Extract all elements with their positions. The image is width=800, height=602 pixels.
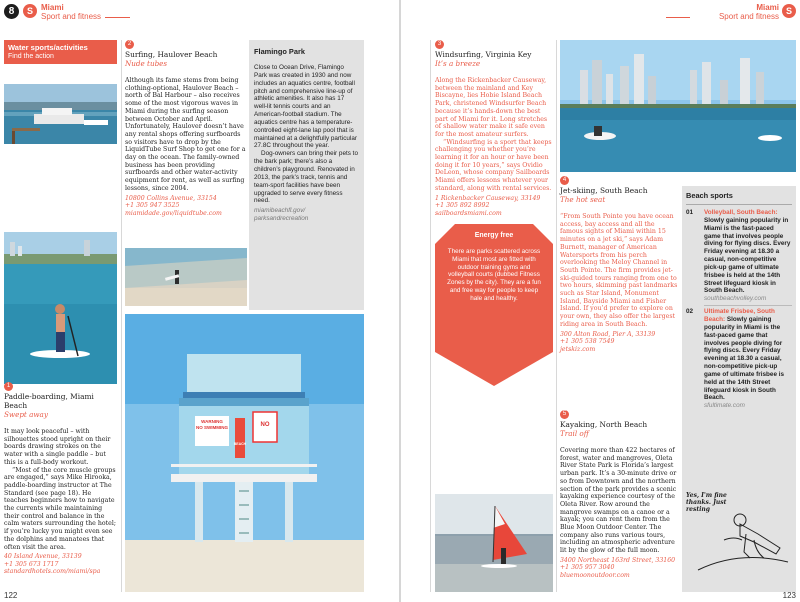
entry-subtitle: Swept away <box>4 410 48 419</box>
item-text: Slowly gaining popularity in Miami is the fast-paced game that involves people diving for flying discs. Every Friday evening at 18.30 a casual, non-competitive pick-up game of ultimate frisbee is held at the 14th Street lifeguard kiosk in South Beach. <box>704 315 785 402</box>
address-line: 1 Rickenbacker Causeway, 33149 <box>435 194 541 202</box>
entry-subtitle: The hot seat <box>560 195 606 204</box>
item-heading: Volleyball, South Beach: <box>704 209 778 216</box>
entry-address <box>4 553 117 576</box>
entry-paragraph: “Windsurfing is a sport that keeps challenging you whether you’re learning it for an hour or have been doing it for 10 years,” says Ovidio DeLeon, whose company Sailboards Miami offers lessons whatever your standard, along with rental services. <box>435 138 552 192</box>
beach-sports-item <box>682 306 796 410</box>
flamingo-link[interactable] <box>254 207 358 223</box>
chapter-number-badge: 8 <box>4 4 19 19</box>
header-city-right: Miami <box>756 3 779 12</box>
sidebar-subtitle: Find the action <box>8 53 54 60</box>
entry-address <box>125 195 247 218</box>
header-city: Miami <box>41 3 64 12</box>
header-section: Sport and fitness <box>41 12 102 21</box>
item-link[interactable]: southbeachvolley.com <box>704 295 767 303</box>
phone-line: +1 305 538 7549 <box>560 338 615 346</box>
paddleboard-photo <box>4 232 117 384</box>
lifeguard-tower-photo <box>125 314 364 592</box>
entry-title: Jet-skiing, South Beach <box>560 186 648 195</box>
website-link[interactable]: jetskiz.com <box>560 345 596 353</box>
entry-address <box>560 557 678 580</box>
website-link[interactable]: sailboardsmiami.com <box>435 209 502 217</box>
column-divider <box>121 40 122 592</box>
entry-body <box>125 77 247 193</box>
entry-paragraph: Covering more than 422 hectares of forest, water and mangroves, Oleta River State Park is Florida’s largest urban park. It’s a 30-minute drive or so from Downtown and the northern section of the park provides a scenic kayaking experience courtesy of the Oleta River. Row around the mangrove swamps on a canoe or a kayak; you can rent them from the Blue Moon Outdoor Center. The company also runs various tours, including an atmospheric adventure lit by the glow of the full moon. <box>560 447 677 555</box>
entry-body <box>560 447 678 555</box>
address-line: 3400 Northeast 163rd Street, 33160 <box>560 556 676 564</box>
website-link[interactable]: miamidade.gov/liquidtube.com <box>125 209 222 217</box>
entry-subtitle: Nude tubes <box>125 59 168 68</box>
item-number: 02 <box>686 308 694 316</box>
header-section-right: Sport and fitness <box>718 12 779 21</box>
flamingo-link-line: miamibeachfl.gov/ <box>254 207 306 215</box>
beach-sports-title: Beach sports <box>686 191 733 200</box>
sidebar-header <box>4 40 117 64</box>
flamingo-body <box>249 56 364 223</box>
spine <box>399 0 401 602</box>
windsurfer-photo <box>435 494 553 592</box>
flamingo-paragraph: Close to Ocean Drive, Flamingo Park was created in 1930 and now includes an aquatics centre, football pitch and comprehensive line-up of athletic amenities. It also has 17 well-lit tennis courts and an American-football stadium. The aquatics centre has a temperature-controlled eight-lane lap pool that is maintained at a delightfully particular 27.8C throughout the year. <box>254 64 357 150</box>
flag-text: BEACH <box>233 442 247 446</box>
entry-paragraph: “Most of the core muscle groups are engaged,” says Mike Hirooka, paddle-boarding instructor at The Standard (see page 18). He teaches beginners how to navigate the currents while maintaining their control and balance in the calm waters surrounding the hotel; if you’re lucky you might even see the dolphins and manatees that often visit the area. <box>4 466 116 551</box>
page-number-left: 122 <box>4 591 18 600</box>
entry-jet-skiing <box>560 186 678 353</box>
entry-number-badge: 1 <box>4 382 13 391</box>
phone-line: +1 305 892 8992 <box>435 202 490 210</box>
entry-paragraph: Along the Rickenbacker Causeway, between the mainland and Key Biscayne, lies Hobie Island Beach Park, christened Windsurfer Beach because it’s hands-down the best part of Miami for it. Long stretches of shallow water make it safe even for the most amateur surfers. <box>435 77 548 138</box>
entry-paragraph: Although its fame stems from being clothing-optional, Haulover Beach – north of Bal Harbour – also receives some of the most vigorous waves in Miami during the surfing season between October and April. Unfortunately, Haulover doesn’t have any rental shops offering surfboards so visitors have to drop by the LiquidTube Surf Shop to get one for a day on the ocean. The family-owned business has been providing surfboards and other water-activity equipment for rent, as well as surfing lessons, since 2004. <box>125 77 246 192</box>
section-logo-icon-right: S <box>782 4 796 18</box>
entry-number-badge: 2 <box>125 40 134 49</box>
sign-line: NO SWIMMING <box>196 424 228 430</box>
entry-address <box>560 331 678 354</box>
flamingo-park-box <box>249 40 364 310</box>
phone-line: +1 305 947 3525 <box>125 202 180 210</box>
header-rule-right <box>666 17 690 18</box>
resting-man-illustration <box>684 490 794 576</box>
entry-subtitle: It’s a breeze <box>435 59 481 68</box>
entry-paddle-boarding <box>4 392 117 576</box>
flamingo-title: Flamingo Park <box>254 47 305 56</box>
section-logo-icon: S <box>23 4 37 18</box>
entry-paragraph: “From South Pointe you have ocean access, bay access and all the famous sights of Miami within 15 minutes on a jet ski,” says Adam Burnett, manager of American Watersports from his perch overlooking the Meloy Channel in South Pointe. The firm provides jet-ski-guided tours ranging from one to two hours, skimming past landmarks such as Star Island, Monument Island, Bayside Miami and Fisher Island. If you’d prefer to explore on your own, they also offer the largest riding area in South Beach. <box>560 213 678 328</box>
entry-windsurfing <box>435 50 553 217</box>
illustration-caption: Yes, I'm fine thanks. Just resting <box>686 492 727 513</box>
entry-body <box>435 77 553 193</box>
sign-line: WARNING <box>201 419 223 424</box>
entry-title: Kayaking, North Beach <box>560 420 648 429</box>
item-link[interactable]: sfultimate.com <box>704 402 745 410</box>
flamingo-link-line: parksandrecreation <box>254 215 309 223</box>
header-rule <box>105 17 130 18</box>
marina-photo <box>4 84 117 144</box>
entry-number-badge: 3 <box>435 40 444 49</box>
item-text: Slowly gaining popularity in Miami is the fast-paced game that involves people diving for flying discs. Every Friday evening at 18.30 a casual, non-competitive pick-up game of ultimate frisbee is held at the 14th Street lifeguard kiosk in South Beach. <box>704 216 791 295</box>
entry-body <box>560 213 678 329</box>
energy-free-box <box>435 224 553 386</box>
lifeguard-sign-text <box>195 419 229 430</box>
entry-subtitle: Trail off <box>560 429 589 438</box>
entry-surfing <box>125 50 247 217</box>
entry-title: Surfing, Haulover Beach <box>125 50 218 59</box>
website-link[interactable]: standardhotels.com/miami/spa <box>4 568 101 576</box>
phone-line: +1 305 673 1717 <box>4 560 59 568</box>
entry-kayaking <box>560 420 678 580</box>
item-heading: Ultimate Frisbee, South Beach: <box>704 308 775 323</box>
entry-title: Paddle-boarding, Miami Beach <box>4 392 94 410</box>
energy-free-title: Energy free <box>474 232 514 239</box>
energy-free-text: There are parks scattered across Miami that most are fitted with outdoor training gyms and volleyball courts (dubbed Fitness Zones by the city). They are a fun and free way for people to keep hale and healthy. <box>447 248 541 302</box>
address-line: 40 Island Avenue, 33139 <box>4 553 82 561</box>
column-divider <box>556 40 557 592</box>
entry-address <box>435 195 553 218</box>
address-line: 300 Alton Road, Pier A, 33139 <box>560 330 656 338</box>
sidebar-title: Water sports/activities <box>8 43 88 52</box>
flamingo-paragraph: Dog-owners can bring their pets to the bark park; there’s also a children’s playground. Renovated in 2013, the park’s track, tennis and team-sport facilities have been upgraded to serve every fitness need. <box>254 150 358 205</box>
website-link[interactable]: bluemoonoutdoor.com <box>560 572 630 580</box>
column-divider <box>430 40 431 592</box>
skyline-jetski-photo <box>560 40 796 172</box>
entry-number-badge: 4 <box>560 176 569 185</box>
entry-body <box>4 428 117 551</box>
entry-number-badge: 5 <box>560 410 569 419</box>
entry-paragraph: It may look peaceful – with silhouettes stood upright on their boards drawing strokes on the water with a single paddle – but this is a full-body workout. <box>4 428 111 466</box>
surfer-beach-photo <box>125 248 247 306</box>
address-line: 10800 Collins Avenue, 33154 <box>125 194 217 202</box>
no-sign: NO <box>260 422 270 428</box>
resting-man-drawing <box>684 490 794 576</box>
phone-line: +1 305 957 3040 <box>560 564 615 572</box>
item-number: 01 <box>686 209 694 216</box>
entry-title: Windsurfing, Virginia Key <box>435 50 532 59</box>
beach-sports-item <box>682 205 796 303</box>
page-number-right: 123 <box>782 591 796 600</box>
